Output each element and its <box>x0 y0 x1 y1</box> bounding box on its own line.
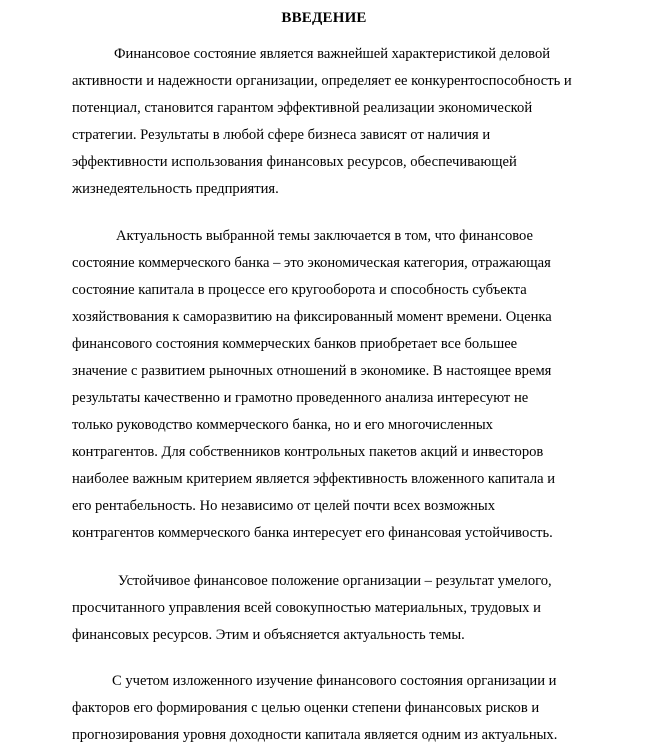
paragraph-line: стратегии. Результаты в любой сфере бизнеса зависят от наличия и <box>72 127 491 143</box>
paragraph-line: наиболее важным критерием является эффективность вложенного капитала и <box>72 471 556 487</box>
paragraph-line: Актуальность выбранной темы заключается в том, что финансовое <box>116 228 533 244</box>
paragraph-line: контрагентов коммерческого банка интересует его финансовая устойчивость. <box>72 525 553 541</box>
paragraph-line: С учетом изложенного изучение финансового состояния организации и <box>112 673 557 689</box>
paragraph-line: прогнозирования уровня доходности капитала является одним из актуальных. <box>72 727 558 743</box>
paragraph-line: Финансовое состояние является важнейшей характеристикой деловой <box>114 46 551 62</box>
paragraph-line: активности и надежности организации, определяет ее конкурентоспособность и <box>72 73 572 89</box>
document-title: ВВЕДЕНИЕ <box>281 10 367 26</box>
paragraph-line: хозяйствования к саморазвитию на фиксированный момент времени. Оценка <box>72 309 552 325</box>
paragraph-line: состояние коммерческого банка – это экономическая категория, отражающая <box>72 255 551 271</box>
paragraph-line: результаты качественно и грамотно проведенного анализа интересуют не <box>72 390 529 406</box>
paragraph-1 <box>72 41 572 203</box>
paragraph-line: его рентабельность. Но независимо от целей почти всех возможных <box>72 498 495 514</box>
paragraph-line: состояние капитала в процессе его кругооборота и способность субъекта <box>72 282 527 298</box>
paragraph-line: факторов его формирования с целью оценки степени финансовых рисков и <box>72 700 540 716</box>
paragraph-2 <box>72 223 555 547</box>
paragraph-line: Устойчивое финансовое положение организации – результат умелого, <box>118 573 552 589</box>
paragraph-line: контрагентов. Для собственников контрольных пакетов акций и инвесторов <box>72 444 544 460</box>
paragraph-3 <box>72 568 552 649</box>
paragraph-line: только руководство коммерческого банка, но и его многочисленных <box>72 417 493 433</box>
paragraph-line: значение с развитием рыночных отношений в экономике. В настоящее время <box>72 363 552 379</box>
paragraph-line: эффективности использования финансовых ресурсов, обеспечивающей <box>72 154 517 170</box>
paragraph-line: просчитанного управления всей совокупностью материальных, трудовых и <box>72 600 541 616</box>
paragraph-line: финансового состояния коммерческих банков приобретает все большее <box>72 336 518 352</box>
paragraph-line: потенциал, становится гарантом эффективной реализации экономической <box>72 100 533 116</box>
paragraph-4 <box>72 668 557 749</box>
paragraph-line: финансовых ресурсов. Этим и объясняется актуальность темы. <box>72 627 465 643</box>
paragraph-line: жизнедеятельность предприятия. <box>72 181 279 197</box>
